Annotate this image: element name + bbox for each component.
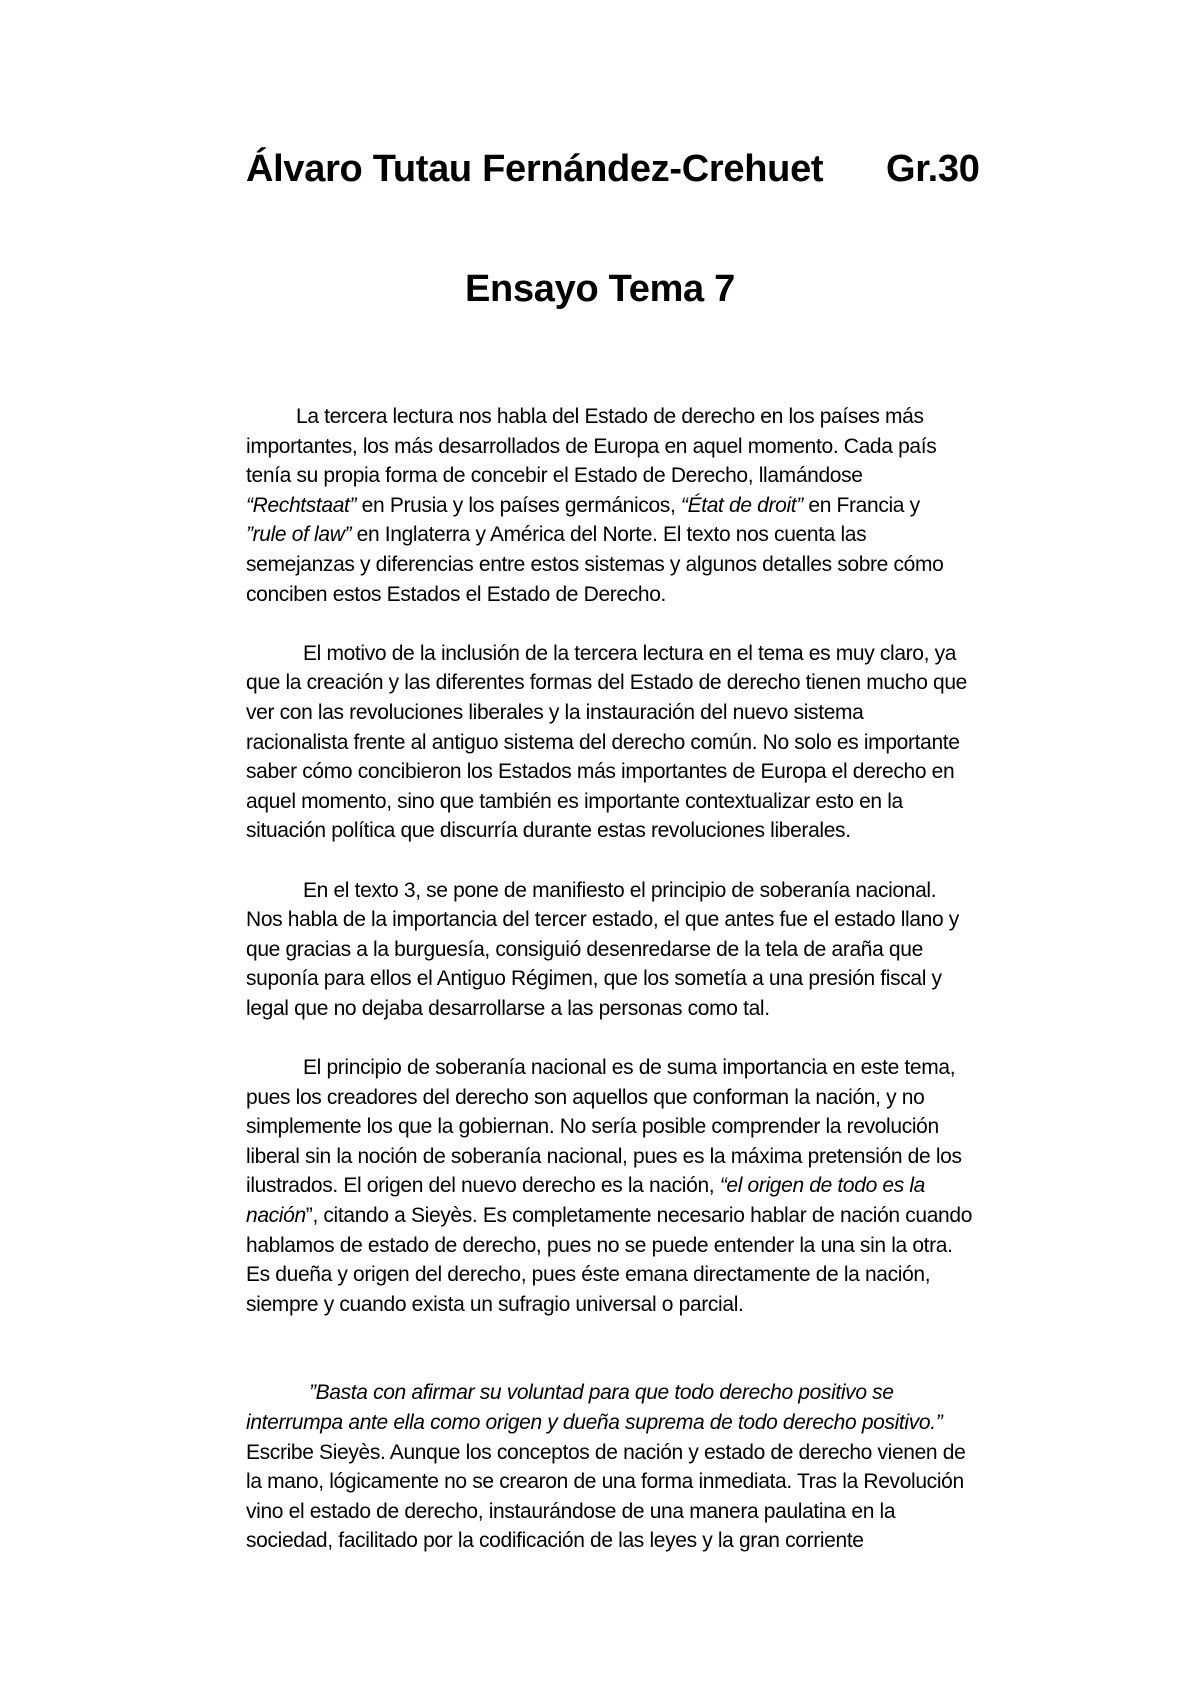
- text-line: suponía para ellos el Antiguo Régimen, que los sometía a una presión fiscal y: [246, 967, 942, 991]
- text-line: En el texto 3, se pone de manifiesto el principio de soberanía nacional.: [303, 878, 937, 902]
- text-line: la mano, lógicamente no se crearon de una forma inmediata. Tras la Revolución: [246, 1470, 964, 1494]
- text-line: legal que no dejaba desarrollarse a las personas como tal.: [246, 996, 770, 1020]
- quoted-term: ”rule of law”: [246, 523, 352, 547]
- text-line: sociedad, facilitado por la codificación de las leyes y la gran corriente: [246, 1529, 864, 1553]
- text-line: Nos habla de la importancia del tercer estado, el que antes fue el estado llano y: [246, 908, 959, 932]
- text-line: aquel momento, sino que también es importante contextualizar esto en la: [246, 789, 903, 813]
- essay-body: [246, 402, 1036, 1586]
- paragraph-4: [246, 1053, 1036, 1319]
- document-title: Ensayo Tema 7: [465, 268, 735, 310]
- text-line: saber cómo concibieron los Estados más importantes de Europa el derecho en: [246, 760, 955, 784]
- quoted-term: “État de droit”: [680, 493, 803, 517]
- paragraph-5: [246, 1378, 1036, 1556]
- text-line: situación política que discurría durante estas revoluciones liberales.: [246, 819, 851, 843]
- text-line: importantes, los más desarrollados de Europa en aquel momento. Cada país: [246, 434, 937, 458]
- text-line: nación”, citando a Sieyès. Es completamente necesario hablar de nación cuando: [246, 1204, 973, 1228]
- text-line: liberal sin la noción de soberanía nacional, pues es la máxima pretensión de los: [246, 1144, 962, 1168]
- text-line: Escribe Sieyès. Aunque los conceptos de nación y estado de derecho vienen de: [246, 1440, 966, 1464]
- text-line: La tercera lectura nos habla del Estado de derecho en los países más: [296, 405, 924, 428]
- text-line: simplemente los que la gobiernan. No sería posible comprender la revolución: [246, 1115, 939, 1139]
- text-line: El motivo de la inclusión de la tercera lectura en el tema es muy claro, ya: [303, 641, 957, 665]
- paragraph-3: [246, 876, 1036, 1024]
- text-line: Es dueña y origen del derecho, pues éste emana directamente de la nación,: [246, 1263, 931, 1287]
- text-line: semejanzas y diferencias entre estos sistemas y algunos detalles sobre cómo: [246, 552, 944, 576]
- text-line: que la creación y las diferentes formas del Estado de derecho tienen mucho que: [246, 671, 967, 695]
- text-line: siempre y cuando exista un sufragio universal o parcial.: [246, 1292, 744, 1316]
- text-line: hablamos de estado de derecho, pues no se puede entender la una sin la otra.: [246, 1233, 953, 1257]
- text-line: pues los creadores del derecho son aquellos que conforman la nación, y no: [246, 1085, 925, 1109]
- text-line: racionalista frente al antiguo sistema del derecho común. No solo es importante: [246, 730, 960, 754]
- text-line: tenía su propia forma de concebir el Estado de Derecho, llamándose: [246, 464, 863, 488]
- text-line: que gracias a la burguesía, consiguió desenredarse de la tela de araña que: [246, 937, 923, 961]
- paragraph-1: [246, 402, 1036, 609]
- text-line: conciben estos Estados el Estado de Derecho.: [246, 582, 667, 606]
- author-name: Álvaro Tutau Fernández-Crehuet: [246, 148, 824, 190]
- text-line: vino el estado de derecho, instaurándose de una manera paulatina en la: [246, 1499, 896, 1523]
- quote-line: interrumpa ante ella como origen y dueña suprema de todo derecho positivo.”: [246, 1411, 943, 1434]
- quoted-term: “Rechtstaat”: [246, 493, 357, 517]
- text-line: ilustrados. El origen del nuevo derecho es la nación, “el origen de todo es la: [246, 1174, 925, 1198]
- quoted-phrase: “el origen de todo es la: [719, 1174, 925, 1198]
- text-line: El principio de soberanía nacional es de suma importancia en este tema,: [303, 1056, 956, 1080]
- group-number: Gr.30: [886, 148, 980, 190]
- text-line: ”rule of law” en Inglaterra y América del Norte. El texto nos cuenta las: [246, 523, 867, 547]
- text-line: ver con las revoluciones liberales y la instauración del nuevo sistema: [246, 700, 864, 724]
- paragraph-2: [246, 639, 1036, 846]
- quoted-phrase: nación: [246, 1204, 306, 1228]
- quote-line: ”Basta con afirmar su voluntad para que todo derecho positivo se: [309, 1381, 894, 1405]
- document-header: [246, 148, 1026, 208]
- text-line: “Rechtstaat” en Prusia y los países germánicos, “État de droit” en Francia y: [246, 493, 920, 517]
